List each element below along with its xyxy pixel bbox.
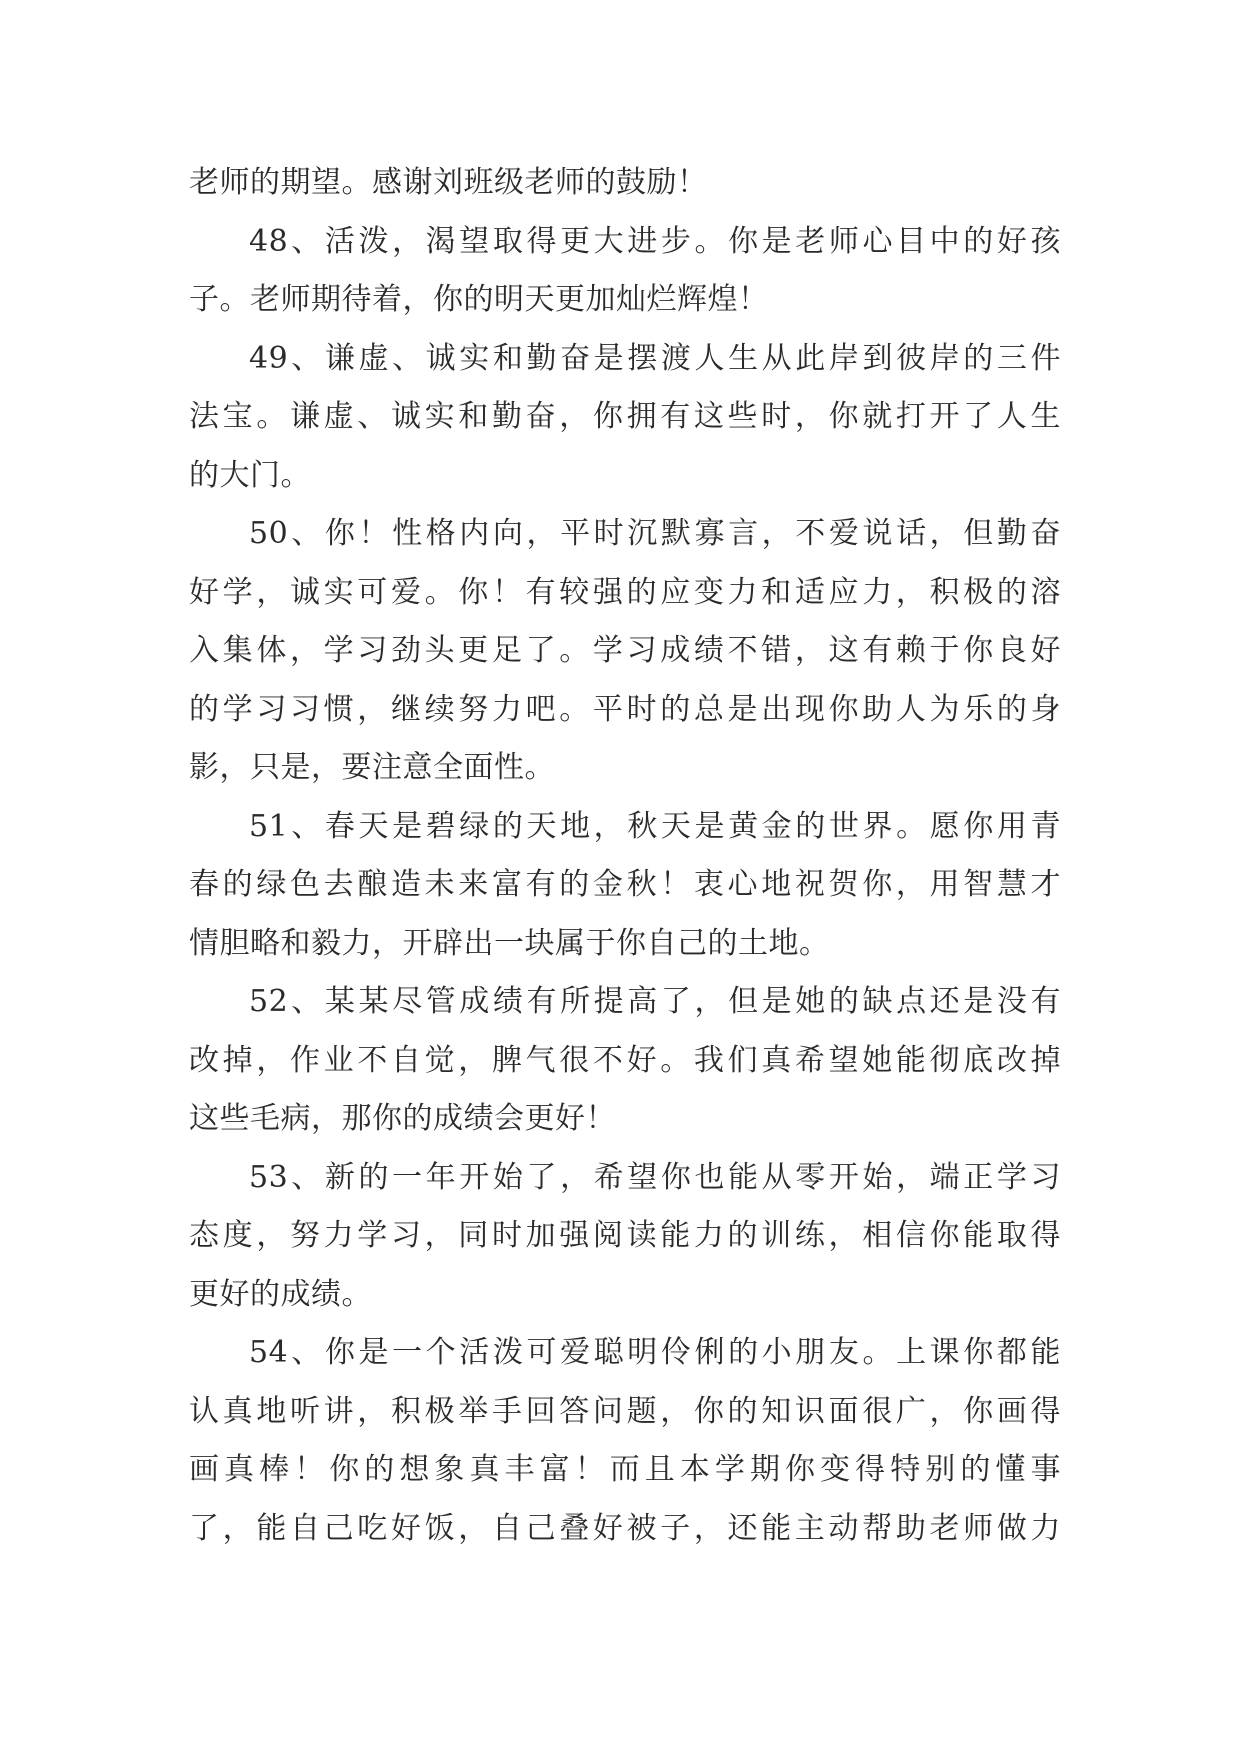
text-line: 了，能自己吃好饭，自己叠好被子，还能主动帮助老师做力 (189, 1510, 1061, 1546)
text-line: 的学习习惯，继续努力吧。平时的总是出现你助人为乐的身 (189, 691, 1061, 727)
text-line: 51、春天是碧绿的天地，秋天是黄金的世界。愿你用青 (249, 808, 1061, 844)
text-line: 50、你！性格内向，平时沉默寡言，不爱说话，但勤奋 (249, 516, 1061, 551)
text-line: 更好的成绩。 (189, 1276, 372, 1312)
text-line: 52、某某尽管成绩有所提高了，但是她的缺点还是没有 (249, 984, 1061, 1019)
text-line: 画真棒！你的想象真丰富！而且本学期你变得特别的懂事 (189, 1452, 1061, 1487)
text-line: 态度，努力学习，同时加强阅读能力的训练，相信你能取得 (189, 1218, 1061, 1253)
text-line: 影，只是，要注意全面性。 (189, 750, 555, 785)
text-line: 认真地听讲，积极举手回答问题，你的知识面很广，你画得 (189, 1393, 1061, 1429)
text-line: 53、新的一年开始了，希望你也能从零开始，端正学习 (249, 1159, 1061, 1195)
text-line: 春的绿色去酿造未来富有的金秋！衷心地祝贺你，用智慧才 (189, 867, 1061, 902)
text-line: 法宝。谦虚、诚实和勤奋，你拥有这些时，你就打开了人生 (189, 399, 1061, 434)
text-line: 54、你是一个活泼可爱聪明伶俐的小朋友。上课你都能 (249, 1335, 1061, 1370)
text-line: 情胆略和毅力，开辟出一块属于你自己的土地。 (189, 925, 830, 961)
document-body (189, 154, 1061, 1558)
text-line: 入集体，学习劲头更足了。学习成绩不错，这有赖于你良好 (189, 633, 1061, 668)
text-line: 49、谦虚、诚实和勤奋是摆渡人生从此岸到彼岸的三件 (249, 340, 1061, 376)
text-line: 48、活泼，渴望取得更大进步。你是老师心目中的好孩 (249, 223, 1061, 259)
text-line: 改掉，作业不自觉，脾气很不好。我们真希望她能彻底改掉 (189, 1042, 1061, 1078)
text-line: 老师的期望。感谢刘班级老师的鼓励！ (189, 165, 708, 200)
text-line: 的大门。 (189, 457, 311, 493)
text-line: 子。老师期待着，你的明天更加灿烂辉煌！ (189, 282, 769, 317)
text-line: 这些毛病，那你的成绩会更好！ (189, 1101, 616, 1136)
text-line: 好学，诚实可爱。你！有较强的应变力和适应力，积极的溶 (189, 574, 1061, 610)
